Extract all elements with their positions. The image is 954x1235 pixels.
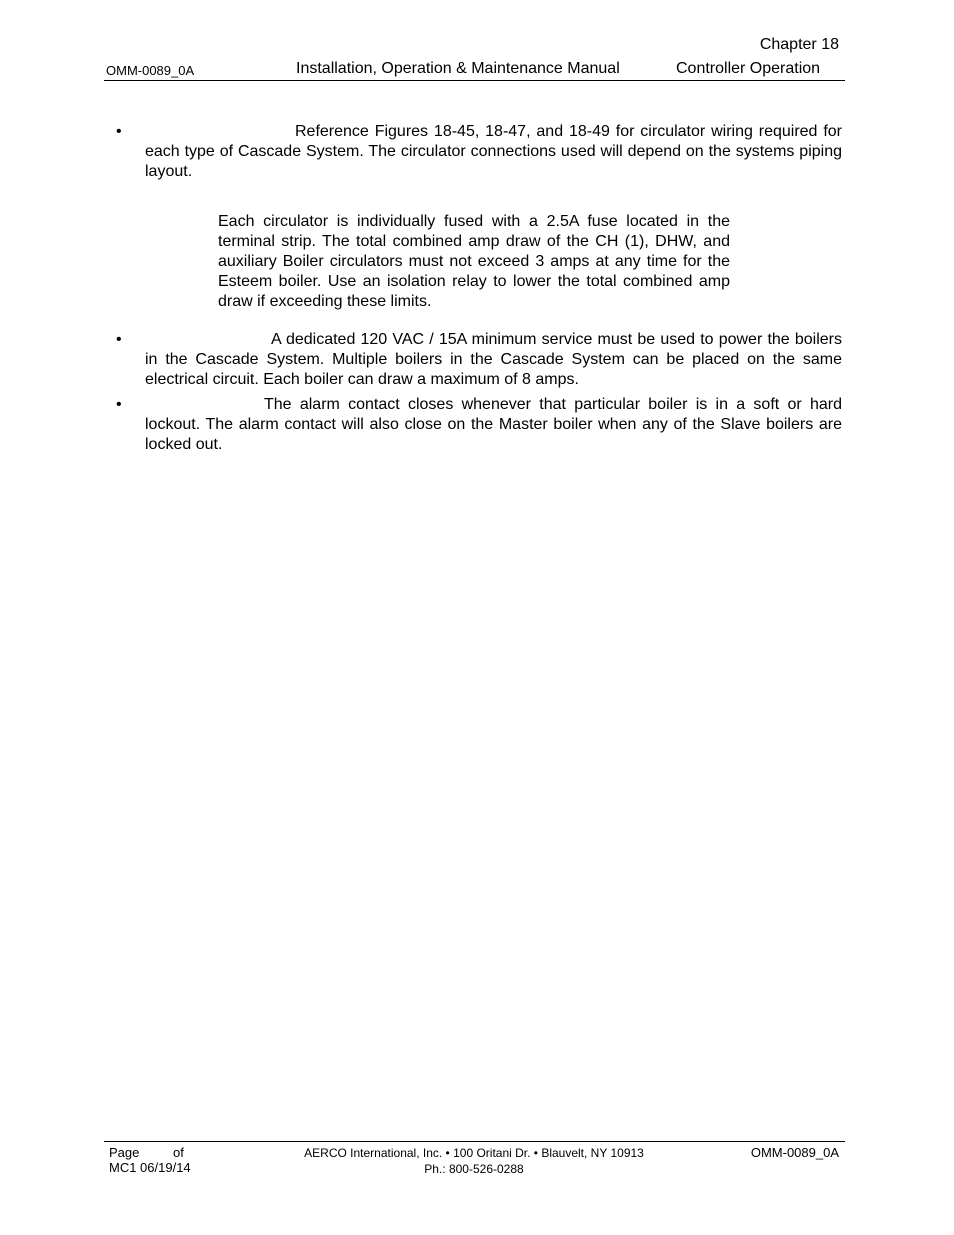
footer-doc-number: OMM-0089_0A <box>750 1145 839 1160</box>
header-divider <box>104 80 845 81</box>
circulator-wiring-paragraph: Reference Figures 18-45, 18-47, and 18-49 for circulator wiring required for each type of Cascade System. The circulator connections used will depend on the systems piping layout. <box>145 123 842 180</box>
bullet-icon: • <box>116 331 122 348</box>
company-address: AERCO International, Inc. • 100 Oritani Dr. • Blauvelt, NY 10913 <box>304 1146 644 1160</box>
revision-label: MC1 06/19/14 <box>109 1160 191 1175</box>
section-title: Controller Operation <box>676 60 821 77</box>
chapter-label: Chapter 18 <box>759 36 839 53</box>
bullet-icon: • <box>116 123 122 140</box>
power-service-paragraph: A dedicated 120 VAC / 15A minimum service must be used to power the boilers in the Cascade System. Multiple boilers in the Cascade System can be placed on the same electrical circuit. Each boiler can draw a maximum of 8 amps. <box>145 331 842 388</box>
of-label: of <box>173 1145 184 1160</box>
company-phone: Ph.: 800-526-0288 <box>424 1162 524 1176</box>
page-label: Page <box>109 1145 140 1160</box>
header-doc-number: OMM-0089_0A <box>106 63 195 78</box>
fuse-note: Each circulator is individually fused with a 2.5A fuse located in the terminal strip. The total combined amp draw of the CH (1), DHW, and auxiliary Boiler circulators must not exceed 3 amps at any time for the Esteem boiler. Use an isolation relay to lower the total combined amp draw if exceeding these limits. <box>218 213 730 310</box>
footer-divider <box>104 1141 845 1142</box>
bullet-icon: • <box>116 396 122 413</box>
alarm-contact-paragraph: The alarm contact closes whenever that particular boiler is in a soft or hard lockout. The alarm contact will also close on the Master boiler when any of the Slave boilers are locked out. <box>145 396 842 453</box>
manual-title: Installation, Operation & Maintenance Manual <box>296 60 620 77</box>
